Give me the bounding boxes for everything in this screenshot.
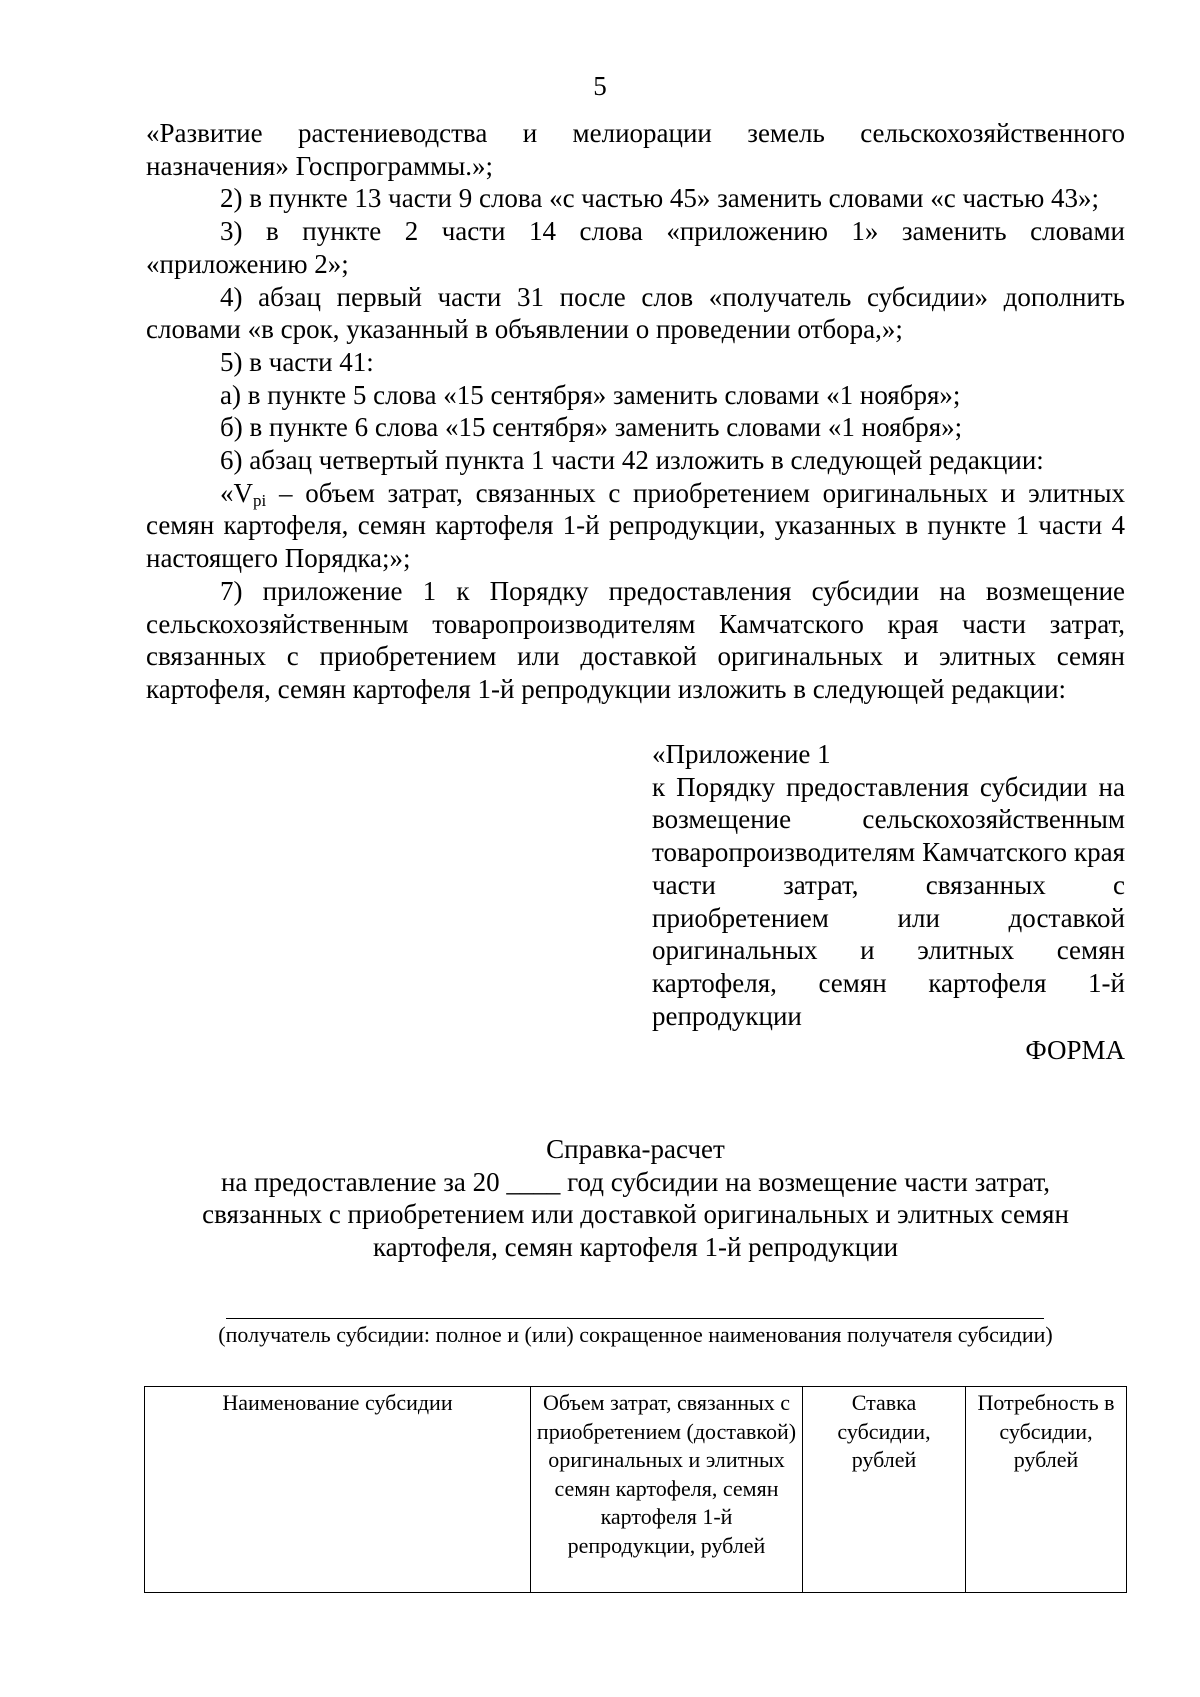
appendix-heading [652, 738, 1125, 1067]
page-number: 5 [593, 71, 607, 101]
amendment-text [146, 117, 1125, 706]
appendix-title: «Приложение 1 [652, 739, 831, 769]
certificate-subtitle-line: картофеля, семян картофеля 1-й репродукции [372, 1232, 899, 1263]
certificate-title: Справка-расчет [546, 1134, 725, 1164]
appendix-body: к Порядку предоставления субсидии на возмещение сельскохозяйственным товаропроизводителям Камчатского края части затрат, связанных с приобретением или доставкой оригинальных и элитных семян картофеля, семян картофеля 1-й репродукции [652, 771, 1125, 1031]
recipient-caption: (получатель субсидии: полное и (или) сокращенное наименования получателя субсидии) [218, 1322, 1053, 1347]
certificate-subtitle-line: связанных с приобретением или доставкой оригинальных и элитных семян [202, 1199, 1069, 1230]
certificate-title-block [146, 1133, 1125, 1264]
column-header: Потребность в субсидии, рублей [966, 1387, 1127, 1593]
paragraph: 3) в пункте 2 части 14 слова «приложению 1» заменить словами «приложению 2»; [146, 216, 1125, 279]
paragraph: 4) абзац первый части 31 после слов «получатель субсидии» дополнить словами «в срок, указанный в объявлении о проведении отбора,»; [146, 281, 1125, 345]
formula-paragraph [146, 477, 1125, 575]
formula-text: – объем затрат, связанных с приобретением оригинальных и элитных семян картофеля, семян картофеля 1-й репродукции, указанных в пункте 1 части 4 настоящего Порядка;»; [146, 477, 1125, 574]
paragraph: 5) в части 41: [220, 346, 374, 377]
certificate-subtitle-line: на предоставление за 20 ____ год субсидии на возмещение части затрат, [220, 1166, 1051, 1197]
recipient-blank-line [226, 1318, 1044, 1319]
paragraph: а) в пункте 5 слова «15 сентября» заменить словами «1 ноября»; [220, 379, 961, 410]
paragraph: 6) абзац четвертый пункта 1 части 42 изложить в следующей редакции: [220, 445, 1044, 476]
paragraph: 2) в пункте 13 части 9 слова «с частью 45» заменить словами «с частью 43»; [220, 183, 1100, 214]
paragraph: «Развитие растениеводства и мелиорации земель сельскохозяйственного назначения» Госпрограммы.»; [146, 118, 1125, 181]
column-header: Ставка субсидии, рублей [803, 1387, 966, 1593]
column-header: Объем затрат, связанных с приобретением (доставкой) оригинальных и элитных семян картофеля, семян картофеля 1-й репродукции, рублей [531, 1387, 803, 1593]
calculation-table [144, 1386, 1127, 1593]
form-label: ФОРМА [1025, 1035, 1125, 1066]
table-header-row [145, 1387, 1127, 1593]
column-header: Наименование субсидии [145, 1387, 531, 1593]
formula-prefix: «V [220, 477, 253, 508]
paragraph: 7) приложение 1 к Порядку предоставления субсидии на возмещение сельскохозяйственным товаропроизводителям Камчатского края части затрат, связанных с приобретением или доставкой оригинальных и элитных семян картофеля, семян картофеля 1-й репродукции изложить в следующей редакции: [146, 575, 1125, 704]
formula-subscript: pi [253, 490, 267, 510]
paragraph: б) в пункте 6 слова «15 сентября» заменить словами «1 ноября»; [220, 412, 963, 443]
